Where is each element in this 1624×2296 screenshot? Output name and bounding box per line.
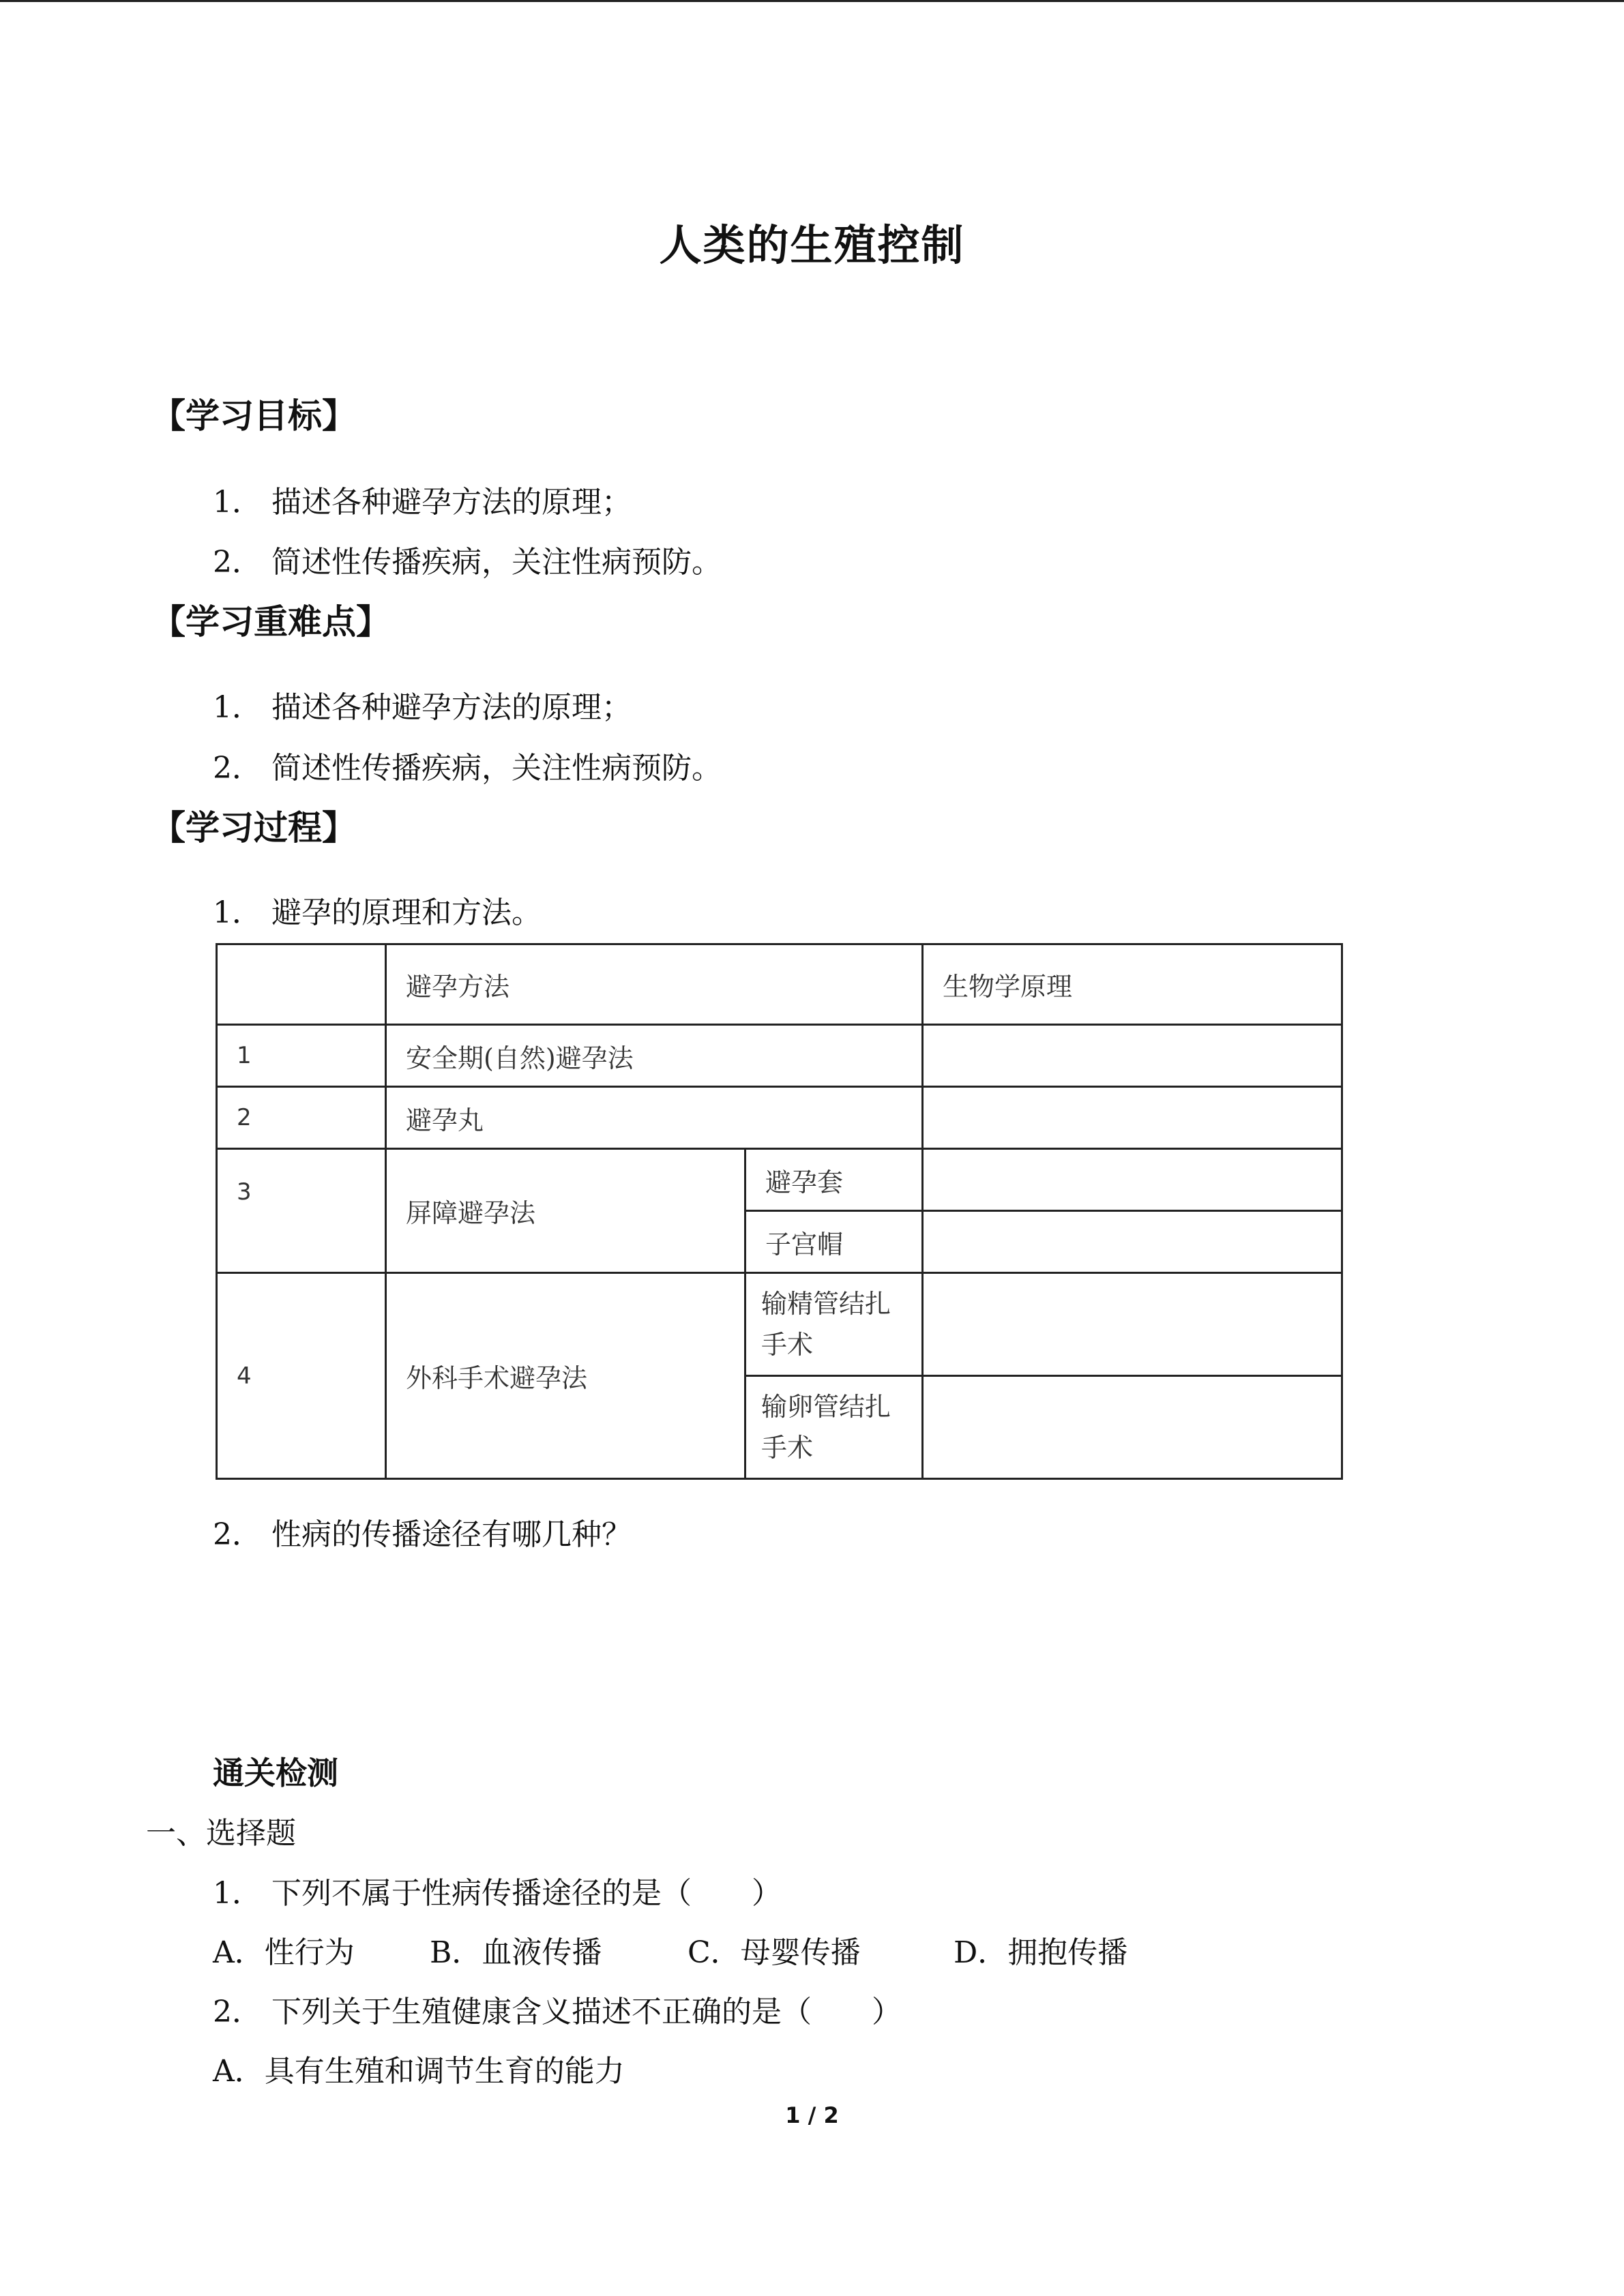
multiple-choice-heading: 一、选择题 — [146, 1816, 296, 1851]
table-row-num: 4 — [217, 1273, 386, 1479]
question-2-num: 2． — [213, 1995, 262, 2029]
table-row-method: 避孕丸 — [386, 1087, 923, 1149]
key-point-item-2 — [213, 743, 722, 787]
top-rule — [0, 0, 1624, 2]
key-point-item-1 — [213, 683, 632, 726]
page-number: 1 / 2 — [785, 2102, 839, 2128]
question-1-num: 1． — [213, 1876, 262, 1911]
table-header-method: 避孕方法 — [386, 944, 923, 1025]
table-row-method: 屏障避孕法 — [386, 1149, 745, 1273]
key-point-item-2-text: 简述性传播疾病，关注性病预防。 — [271, 751, 722, 786]
process-item-1-text: 避孕的原理和方法。 — [271, 895, 542, 930]
page-title: 人类的生殖控制 — [659, 220, 965, 270]
table-row — [217, 1025, 1342, 1087]
contraception-table — [216, 943, 1343, 1480]
objective-item-1-num: 1． — [213, 485, 262, 520]
table-row-principle-cell — [923, 1273, 1342, 1376]
checkpoint-title: 通关检测 — [213, 1755, 338, 1791]
key-point-item-1-num: 1． — [213, 690, 262, 725]
table-row-sub-method: 输卵管结扎手术 — [745, 1376, 923, 1479]
table-row-principle-cell — [923, 1087, 1342, 1149]
question-1 — [213, 1868, 782, 1912]
table-row-num: 3 — [217, 1149, 386, 1273]
objective-item-2 — [213, 537, 722, 581]
objective-item-1 — [213, 477, 632, 521]
table-row-principle-cell — [923, 1211, 1342, 1273]
process-item-2 — [213, 1510, 632, 1553]
table-row-sub-method: 避孕套 — [745, 1149, 923, 1211]
table-row-method: 安全期(自然)避孕法 — [386, 1025, 923, 1087]
table-row — [217, 1149, 1342, 1211]
question-1-options — [213, 1928, 1127, 1971]
question-1-option-a: A．性行为 — [213, 1935, 355, 1970]
objective-item-2-num: 2． — [213, 545, 262, 580]
table-header-empty — [217, 944, 386, 1025]
process-heading: 【学习过程】 — [151, 808, 356, 848]
question-1-option-b: B．血液传播 — [430, 1935, 602, 1970]
question-2 — [213, 1987, 902, 2031]
question-1-text: 下列不属于性病传播途径的是（ ） — [271, 1876, 782, 1911]
process-item-2-num: 2． — [213, 1517, 262, 1552]
table-row-method: 外科手术避孕法 — [386, 1273, 745, 1479]
question-2-text: 下列关于生殖健康含义描述不正确的是（ ） — [271, 1995, 902, 2029]
table-header-principle: 生物学原理 — [923, 944, 1342, 1025]
table-row-principle-cell — [923, 1376, 1342, 1479]
table-row-num: 1 — [217, 1025, 386, 1087]
key-point-item-2-num: 2． — [213, 751, 262, 786]
table-row — [217, 1273, 1342, 1376]
table-header-row — [217, 944, 1342, 1025]
table-row — [217, 1087, 1342, 1149]
objective-item-2-text: 简述性传播疾病，关注性病预防。 — [271, 545, 722, 580]
process-item-1 — [213, 888, 542, 931]
question-1-option-c: C．母婴传播 — [688, 1935, 861, 1970]
question-2-option-a: A．具有生殖和调节生育的能力 — [213, 2054, 625, 2089]
table-row-sub-method: 输精管结扎手术 — [745, 1273, 923, 1376]
key-point-item-1-text: 描述各种避孕方法的原理； — [271, 690, 632, 725]
objective-item-1-text: 描述各种避孕方法的原理； — [271, 485, 632, 520]
table-row-num: 2 — [217, 1087, 386, 1149]
process-item-1-num: 1． — [213, 895, 262, 930]
key-points-heading: 【学习重难点】 — [151, 602, 390, 642]
table-row-principle-cell — [923, 1149, 1342, 1211]
question-1-option-d: D．拥抱传播 — [954, 1935, 1128, 1970]
process-item-2-text: 性病的传播途径有哪几种？ — [271, 1517, 632, 1552]
objectives-heading: 【学习目标】 — [151, 396, 356, 436]
table-row-sub-method: 子宫帽 — [745, 1211, 923, 1273]
table-row-principle-cell — [923, 1025, 1342, 1087]
